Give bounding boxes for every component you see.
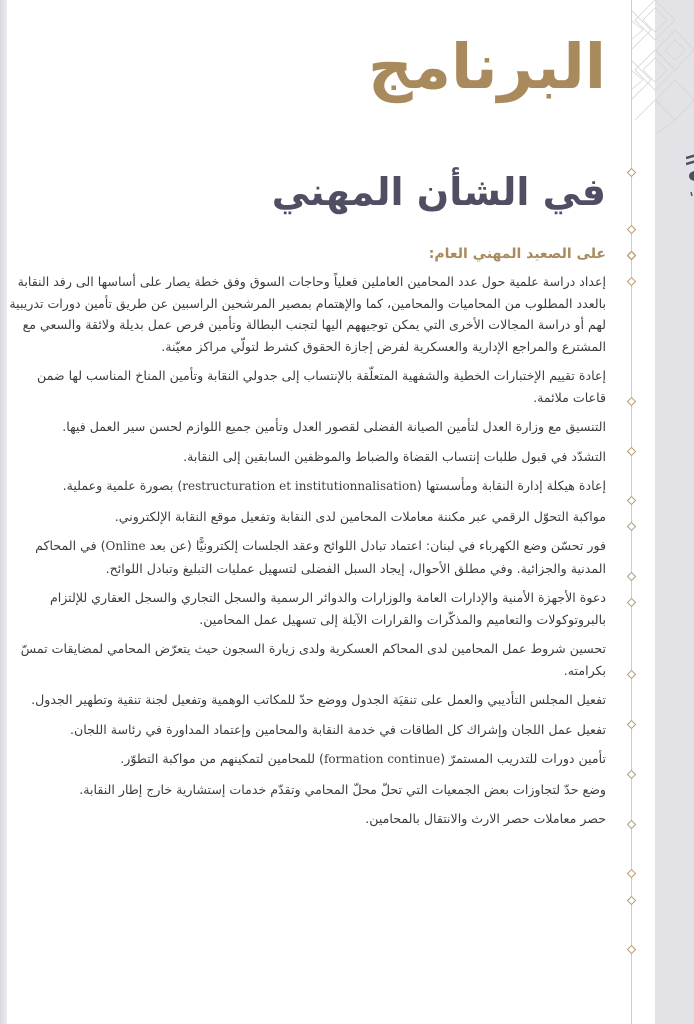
diamond-bullet-icon — [627, 770, 636, 779]
diamond-bullet-icon — [627, 720, 636, 729]
item-latin-term: Online — [105, 539, 146, 553]
diamond-bullet-icon — [627, 945, 636, 954]
item-text: إعادة هيكلة إدارة النقابة ومأسستها ( — [416, 478, 606, 493]
diamond-bullet-icon — [627, 447, 636, 456]
list-item: حصر معاملات حصر الارث والانتقال بالمحامين. — [365, 811, 606, 826]
list-item — [6, 475, 606, 498]
program-content — [6, 243, 606, 838]
list-item: تفعيل المجلس التأديبي والعمل على تنقيَة الجدول ووضع حدّ للمكاتب الوهمية وتفعيل لجنة تنقية وتطهير الجدول. — [31, 692, 606, 707]
diamond-bullet-icon — [627, 251, 636, 260]
diamond-bullet-icon — [627, 277, 636, 286]
list-item: التنسيق مع وزارة العدل لتأمين الصيانة الفضلى لقصور العدل وتأمين جميع اللوازم لحسن سير العمل فيها. — [62, 419, 606, 434]
diamond-bullet-icon — [627, 168, 636, 177]
list-item: وضع حدّ لتجاوزات بعض الجمعيات التي تحلّ محلّ المحامي وتقدّم خدمات إستشارية خارج إطار النقابة. — [79, 781, 606, 797]
adjacent-page-glyph — [686, 152, 694, 198]
list-item — [6, 748, 606, 771]
item-latin-term: formation continue — [323, 752, 441, 766]
page-subtitle: في الشأن المهني — [271, 170, 606, 214]
item-text: ) بصورة علمية وعملية. — [62, 478, 183, 493]
item-text: فور تحسّن وضع الكهرباء في لبنان: اعتماد تبادل اللوائح وعقد الجلسات إلكترونيًّا (عن بعد — [145, 538, 606, 553]
list-item: دعوة الأجهزة الأمنية والإدارات العامة والوزارات والدوائر الرسمية والسجل التجاري والسجل العقاري للإلتزام بالبروتوكولات والتعاميم والمذكّرات والقرارات الآيلة إلى تسهيل عمل المحامين. — [49, 590, 606, 627]
diamond-bullet-icon — [627, 820, 636, 829]
list-item: تفعيل عمل اللجان وإشراك كل الطاقات في خدمة النقابة والمحامين وإعتماد المداورة في رئاسة اللجان. — [70, 721, 606, 737]
diamond-bullet-icon — [627, 598, 636, 607]
list-item: التشدّد في قبول طلبات إنتساب القضاة والضباط والموظفين السابقين إلى النقابة. — [183, 448, 606, 464]
section-heading: على الصعيد المهني العام: — [428, 246, 606, 262]
diamond-bullet-icon — [627, 225, 636, 234]
diamond-bullet-icon — [627, 896, 636, 905]
diamond-bullet-icon — [627, 397, 636, 406]
list-item: إعداد دراسة علمية حول عدد المحامين العاملين فعلياً وحاجات السوق وفق خطة يصار على أساسها الى رفد النقابة بالعدد المطلوب من المحاميات والمحامين، كما والإهتمام بمصير المرشحين الراسبين عن طريق تأمين دورات تدريبية لهم أو دراسة المجالات الأخرى التي يمكن توجيههم اليها لتجنب البطالة وتأمين فرص عمل بديلة ولائقة والسعي مع المشترع والمراجع الإدارية والعسكرية لفرض إجازة الحقوق كشرط لتولّي مراكز معيّنة. — [9, 274, 606, 354]
item-latin-term: restructuration et institutionnalisation — [182, 479, 417, 493]
list-item: مواكبة التحوّل الرقمي عبر مكننة معاملات المحامين لدى النقابة وتفعيل موقع النقابة الإلكتروني. — [114, 508, 606, 524]
diamond-bullet-icon — [627, 522, 636, 531]
item-text: ) في المحاكم المدنية والجزائية. وفي مطلق الأحوال، إيجاد السبل الفضلى لتسهيل عمليات التبليغ وتبادل اللوائح. — [35, 538, 606, 576]
item-text: تأمين دورات للتدريب المستمرّ ( — [440, 751, 606, 766]
list-item: إعادة تقييم الإختبارات الخطية والشفهية المتعلّقة بالإنتساب إلى جدولي النقابة وتأمين المناخ المناسب لها ضمن قاعات ملائمة. — [37, 368, 606, 405]
decorative-pattern — [631, 0, 694, 135]
page-title: البرنامج — [367, 30, 606, 103]
list-item: تحسين شروط عمل المحامين لدى المحاكم العسكرية ولدى زيارة السجون حيث يتعرّض المحامي لمضايقات تمسّ بكرامته. — [20, 641, 606, 678]
diamond-bullet-icon — [627, 572, 636, 581]
diamond-bullet-icon — [627, 496, 636, 505]
diamond-bullet-icon — [627, 670, 636, 679]
list-item — [6, 535, 606, 579]
diamond-bullet-icon — [627, 869, 636, 878]
item-text: ) للمحامين لتمكينهم من مواكبة التطوّر. — [120, 751, 324, 766]
